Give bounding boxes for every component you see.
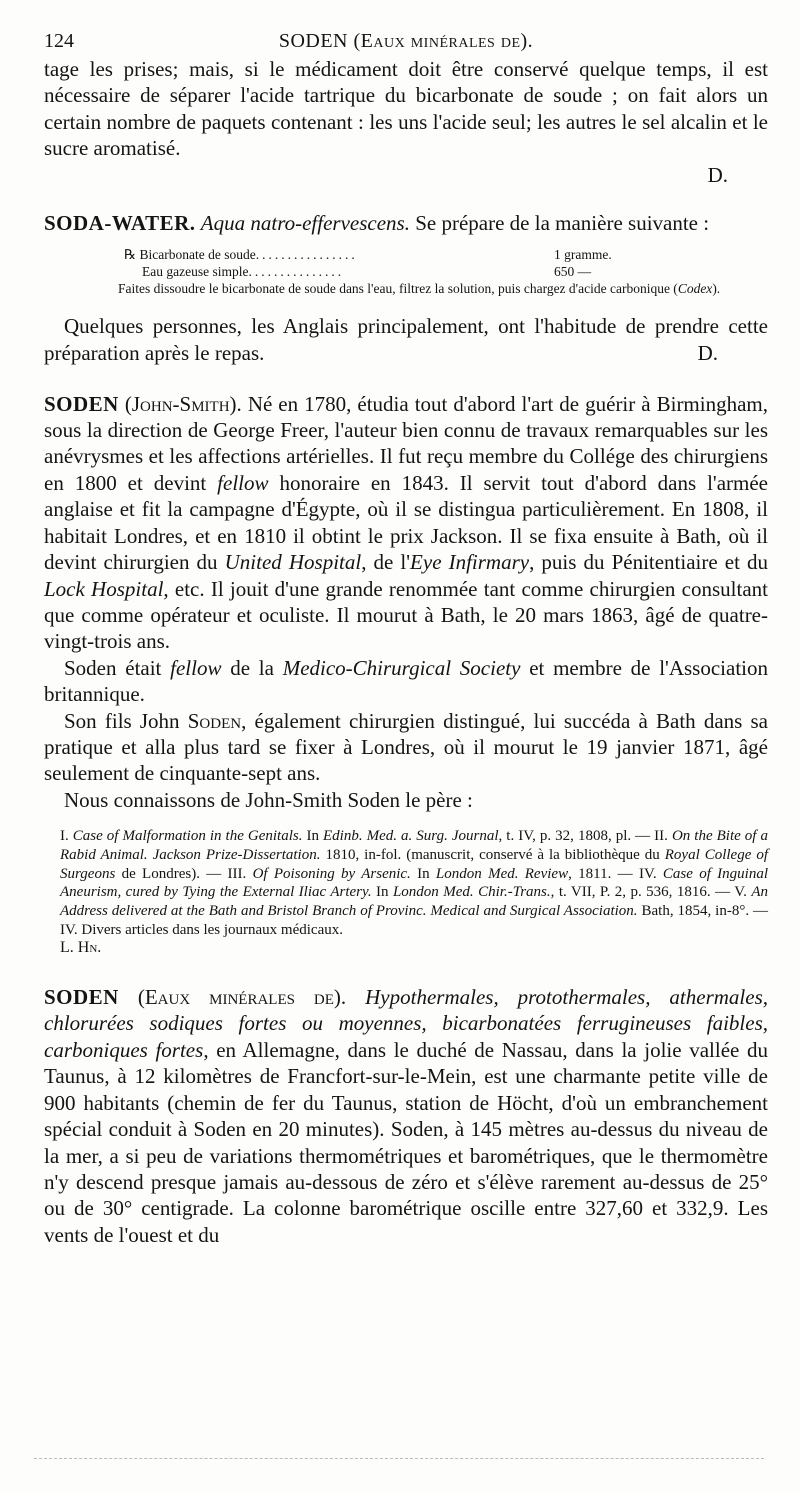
recipe-directions: Faites dissoudre le bicarbonate de soude dans l'eau, filtrez la solution, puis chargez d'acide carbonique (Codex).: [118, 281, 721, 297]
soden-john-signature: L. Hn.: [60, 939, 102, 957]
recipe-row: ℞ Bicarbonate de soude ................ 1 gramme.: [124, 247, 612, 263]
recipe-mark: ℞: [124, 247, 137, 263]
bibliography: I. Case of Malformation in the Genitals. In Edinb. Med. a. Surg. Journal, t. IV, p. 32, 1808, pl. — II. On the Bite of a Rabid Animal. Jackson Prize-Dissertation. 1810, in-fol. (manuscrit, conservé à la bibliothèque du Royal College of Surgeons de Londres). — III. Of Poisoning by Arsenic. In London Med. Review, 1811. — IV. Case of Inguinal Aneurism, cured by Tying the External Iliac Artery. In London Med. Chir.-Trans., t. VII, P. 2, p. 536, 1816. — V. An Address delivered at the Bath and Bristol Branch of Provinc. Medical and Surgical Association. Bath, 1854, in-8°. — IV. Divers articles dans les journaux médicaux.: [60, 828, 769, 938]
soda-water-note: Quelques personnes, les Anglais principalement, ont l'habitude de prendre cette préparation après le repas.: [44, 314, 768, 365]
recipe-row: Eau gazeuse simple ............... 650 —: [142, 264, 592, 280]
page-number: 124: [44, 30, 74, 52]
soda-water-entry: [44, 210, 768, 367]
continuation-paragraph: tage les prises; mais, si le médicament doit être conservé quelque temps, il est nécessaire de séparer l'acide tartrique du bicarbonate de soude ; on fait alors un certain nombre de paquets contenant : les uns l'acide seul; les autres le sel alcalin et le sucre aromatisé.: [44, 57, 768, 161]
soda-water-latin: Aqua natro-effervescens.: [200, 211, 410, 236]
bottom-rule: [34, 1458, 764, 1459]
soden-john-paragraph-1: SODEN (John-Smith). Né en 1780, étudia tout d'abord l'art de guérir à Birmingham, sous la direction de George Freer, l'auteur bien connu de travaux remarquables sur les anévrysmes et les affections artérielles. Il fut reçu membre du Collége des chirurgiens en 1800 et devint fellow honoraire en 1843. Il servit tout d'abord dans l'armée anglaise et fit la campagne d'Égypte, où il se distingua particulièrement. En 1808, il habitait Londres, et en 1810 il obtint le prix Jackson. Il se fixa ensuite à Bath, où il devint chirurgien du United Hospital, de l'Eye Infirmary, puis du Pénitentiaire et du Lock Hospital, etc. Il jouit d'une grande renommée tant comme chirurgien consultant que comme opérateur et oculiste. Il mourut à Bath, le 20 mars 1863, âgé de quatre-vingt-trois ans.: [44, 391, 769, 654]
soden-eaux-paragraph: SODEN (Eaux minérales de). Hypothermales, protothermales, athermales, chlorurées sodiques fortes ou moyennes, bicarbonatées ferrugineuses faibles, carboniques fortes, en Allemagne, dans le duché de Nassau, dans la jolie vallée du Taunus, à 12 kilomètres de Francfort-sur-le-Mein, est une charmante petite ville de 900 habitants (chemin de fer du Taunus, station de Höcht, d'où un embranchement spécial conduit à Soden en 20 minutes). Soden, à 145 mètres au-dessus du niveau de la mer, a si peu de variations thermométriques et barométriques, que le thermomètre n'y descend presque jamais au-dessous de zéro et s'élève rarement au-dessus de 25° ou de 30° centigrade. La colonne barométrique oscille entre 327,60 et 332,9. Les vents de l'ouest et du: [44, 985, 768, 1247]
soden-john-heading: SODEN: [44, 391, 119, 416]
soden-john-entry: [44, 391, 768, 958]
running-title: SODEN (Eaux minérales de).: [278, 30, 534, 52]
soda-water-heading: SODA-WATER.: [44, 211, 196, 236]
recipe: [124, 246, 664, 280]
soden-john-paragraph-4: Nous connaissons de John-Smith Soden le père :: [64, 787, 473, 812]
soden-eaux-entry: [44, 984, 768, 1248]
soden-john-paragraph-2: Soden était fellow de la Medico-Chirurgical Society et membre de l'Association britannique.: [44, 655, 768, 707]
continuation-signature: D.: [707, 162, 728, 187]
soden-john-paragraph-3: Son fils John Soden, également chirurgien distingué, lui succéda à Bath dans sa pratique et alla plus tard se fixer à Londres, où il mourut le 19 janvier 1871, âgé seulement de cinquante-sept ans.: [44, 708, 769, 786]
running-head: [44, 22, 768, 56]
soda-water-intro: SODA-WATER. Aqua natro-effervescens. Se prépare de la manière suivante :: [44, 211, 710, 236]
soda-water-signature: D.: [697, 341, 718, 366]
page: [44, 22, 768, 1248]
soden-eaux-heading: SODEN: [44, 985, 119, 1010]
